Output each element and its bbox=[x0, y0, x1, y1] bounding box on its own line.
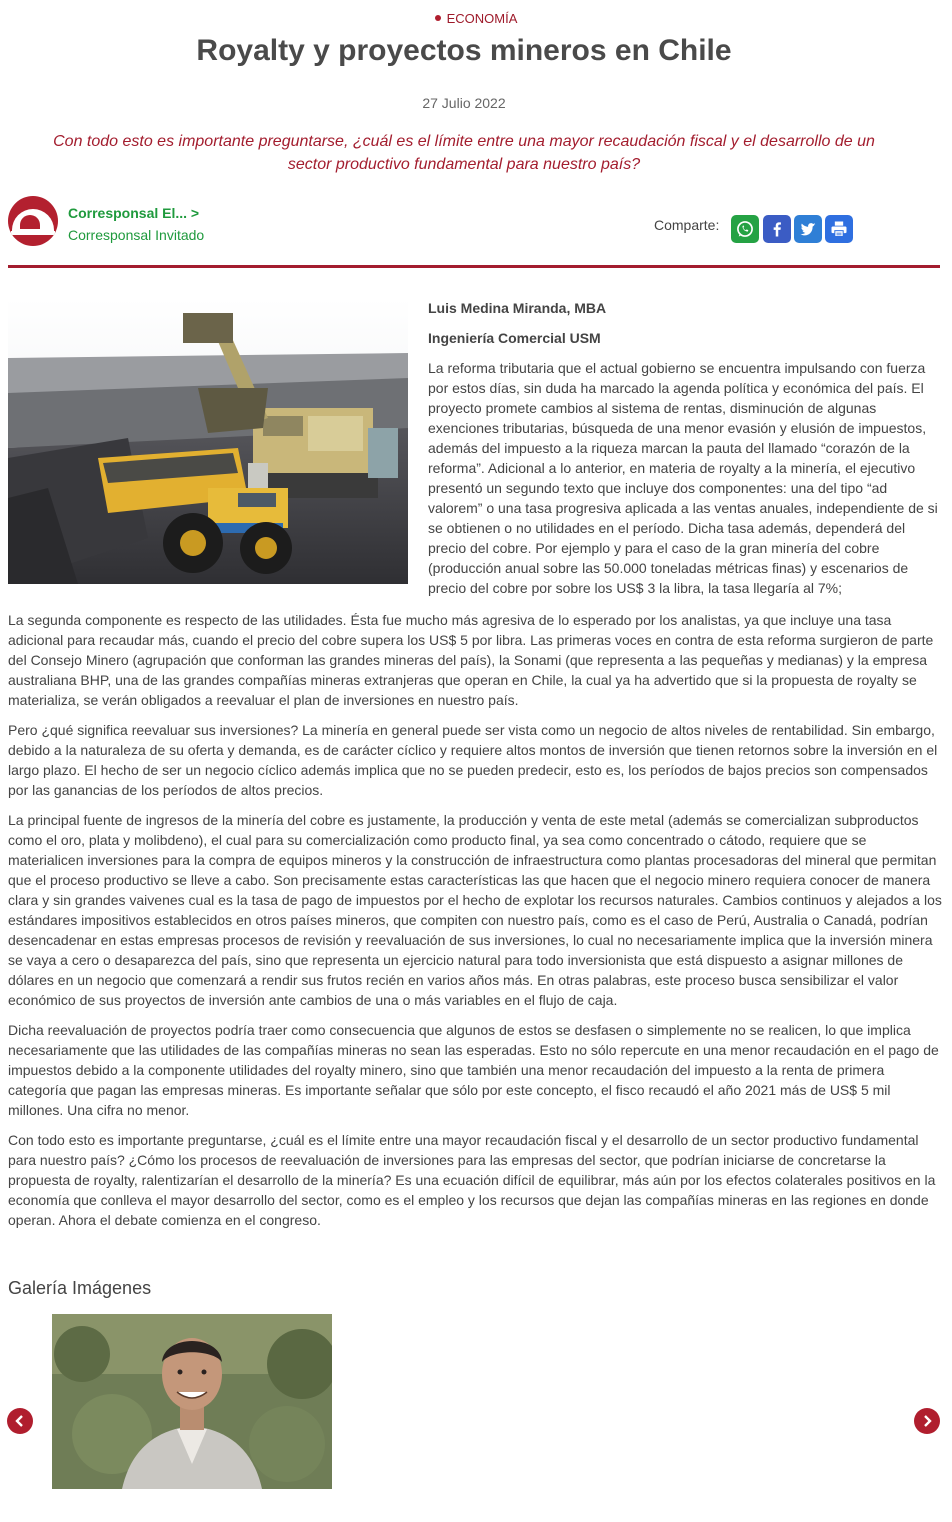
share-label: Comparte: bbox=[654, 217, 720, 233]
paragraph: La reforma tributaria que el actual gobierno se encuentra impulsando con fuerza por estos días, sin duda ha marcado la agenda política y económica del país. El proyecto promete cambios al sistema de rentas, disminución de algunas exenciones tributarias, búsqueda de una menor evasión y elusión de impuestos, además del impuesto a la riqueza marcan la pauta del llamado “corazón de la reforma”. Adicional a lo anterior, en materia de royalty a la minería, el ejecutivo presentó un segundo texto que incluye dos componentes: una del tipo “ad valorem” o una tasa progresiva aplicada a las ventas anuales, independiente de si se obtienen o no utilidades en el período. Dicha tasa además, dependerá del precio del cobre. Por ejemplo y para el caso de la gran minería del cobre (producción anual sobre las 50.000 toneladas métricas finas) y escenarios de precio del cobre por sobre los US$ 3 la libra, la tasa llegaría al 7%; bbox=[428, 360, 938, 596]
author-name-link[interactable]: Corresponsal El... > bbox=[68, 205, 200, 221]
facebook-share-button[interactable] bbox=[763, 215, 791, 243]
paragraph: Con todo esto es importante preguntarse, ¿cuál es el límite entre una mayor recaudación fiscal y el desarrollo de un sector productivo fundamental para nuestro país? ¿Cómo los procesos de reevaluación de inversiones para las empresas del sector, que podrían iniciarse de concretarse la propuesta de royalty, ralentizarían el desarrollo de la minería? Es una ecuación difícil de equilibrar, más aún por los efectos colaterales positivos en la economía que conlleva el mayor desarrollo del sector, como es el empleo y los recursos que dejan las compañías mineras en las regiones en donde operan. Ahora el debate comienza en el congreso. bbox=[8, 1132, 936, 1228]
gallery-title: Galería Imágenes bbox=[8, 1278, 152, 1298]
author-role: Corresponsal Invitado bbox=[68, 227, 205, 243]
twitter-share-button[interactable] bbox=[794, 215, 822, 243]
wave-logo-inner bbox=[20, 215, 40, 229]
byline-author: Luis Medina Miranda, MBA bbox=[428, 300, 607, 316]
header-divider bbox=[8, 265, 940, 268]
article-title: Royalty y proyectos mineros en Chile bbox=[196, 34, 732, 67]
wave-logo-foam bbox=[11, 231, 55, 235]
paragraph: Pero ¿qué significa reevaluar sus inversiones? La minería en general puede ser vista como un negocio de altos niveles de rentabilidad. Sin embargo, debido a la naturaleza de su oferta y demanda, es de carácter cíclico y requiere altos montos de inversión que tienen retornos sobre la inversión en el largo plazo. El hecho de ser un negocio cíclico además implica que no se pueden predecir, esto es, los períodos de bajos precios son compensados por las ganancias de los períodos de altos precios. bbox=[8, 722, 938, 798]
print-button[interactable] bbox=[825, 215, 853, 243]
mining-truck-image bbox=[8, 298, 408, 584]
byline-organization: Ingeniería Comercial USM bbox=[428, 330, 601, 346]
article-date: 27 Julio 2022 bbox=[422, 95, 506, 111]
chevron-right-icon bbox=[920, 1414, 934, 1428]
gallery-prev-button[interactable] bbox=[7, 1408, 33, 1434]
category-label[interactable] bbox=[0, 11, 952, 26]
category-dot bbox=[435, 15, 441, 21]
whatsapp-share-button[interactable] bbox=[731, 215, 759, 243]
gallery-next-button[interactable] bbox=[914, 1408, 940, 1434]
gallery-image[interactable] bbox=[52, 1314, 332, 1489]
twitter-icon bbox=[798, 219, 818, 239]
whatsapp-icon bbox=[735, 219, 755, 239]
print-icon bbox=[829, 219, 849, 239]
facebook-icon bbox=[767, 219, 787, 239]
category-text: ECONOMÍA bbox=[446, 11, 518, 26]
article-lead: Con todo esto es importante preguntarse, ¿cuál es el límite entre una mayor recaudación fiscal y el desarrollo de un sector productivo fundamental para nuestro país? bbox=[53, 133, 875, 173]
author-avatar[interactable] bbox=[8, 196, 58, 246]
paragraph: La principal fuente de ingresos de la minería del cobre es justamente, la producción y venta de este metal (además se comercializan subproductos como el oro, plata y molibdeno), el cual para su comercialización como producto final, ya sea como concentrado o cátodo, requiere que se materialicen inversiones para la compra de equipos mineros y la construcción de infraestructura como plantas procesadoras del mineral que permitan que el proceso productivo se lleve a cabo. Son precisamente estas características las que hacen que el negocio minero requiera conocer de manera clara y sin grandes vaivenes cual es la tasa de pago de impuestos por el hecho de explotar los recursos naturales. Cambios continuos y alejados a los estándares impositivos establecidos en otros países mineros, que compiten con nuestro país, como es el caso de Perú, Australia o Canadá, podrían desencadenar en estas empresas procesos de revisión y reevaluación de sus inversiones, lo cual no necesariamente implica que la inversión minera se vaya a cero o desaparezca del país, sino que representa un ejercicio natural para todo inversionista que está dispuesto a asignar millones de dólares en un negocio que comenzará a rendir sus frutos recién en varios años más. En otras palabras, este proceso busca sensibilizar el valor económico de sus proyectos de inversión ante cambios de una o más variables en el flujo de caja. bbox=[8, 812, 942, 1008]
chevron-left-icon bbox=[13, 1414, 27, 1428]
paragraph: Dicha reevaluación de proyectos podría traer como consecuencia que algunos de estos se desfasen o simplemente no se realicen, lo que implica necesariamente que las utilidades de las compañías mineras no sean las esperadas. Esto no sólo repercute en una menor recaudación en el pago de impuestos debido a la componente utilidades del royalty minero, sino que también una menor recaudación del impuesto a la renta de primera categoría que pagan las empresas mineras. Es importante señalar que sólo por este concepto, el fisco recaudó el año 2021 más de US$ 5 mil millones. Una cifra no menor. bbox=[8, 1022, 939, 1118]
paragraph: La segunda componente es respecto de las utilidades. Ésta fue mucho más agresiva de lo esperado por los analistas, ya que incluye una tasa adicional para recaudar más, cuando el precio del cobre supera los US$ 5 por libra. Las primeras voces en contra de esta reforma surgieron de parte del Consejo Minero (agrupación que conforman las grandes mineras del país), la Sonami (que representa a las pequeñas y medianas) y la empresa australiana BHP, una de las grandes compañías mineras extranjeras que operan en Chile, la cual ya ha advertido que si la propuesta de royalty se materializa, se verán obligados a reevaluar el plan de inversiones en nuestro país. bbox=[8, 612, 934, 708]
